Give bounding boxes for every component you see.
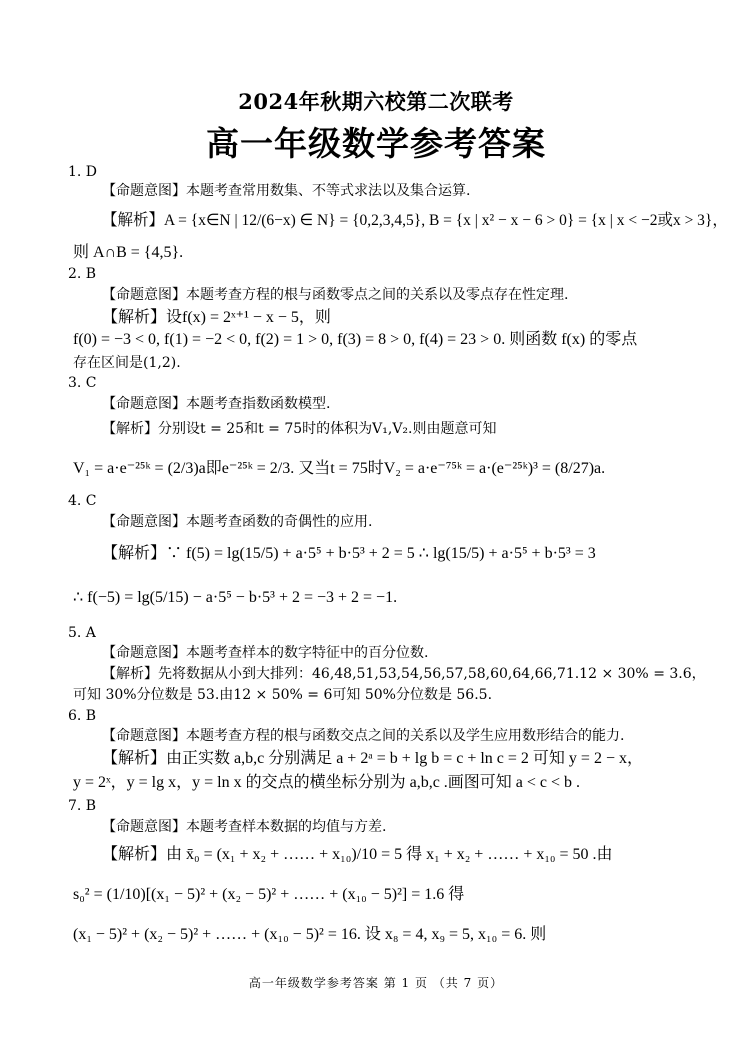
intent-line: 【命题意图】本题考查样本的数字特征中的百分位数. <box>102 645 429 661</box>
solution-line: y = 2ˣ，y = lg x，y = ln x 的交点的横坐标分别为 a,b,c .画图可知 a < c < b . <box>73 774 581 791</box>
intent-line: 【命题意图】本题考查方程的根与函数交点之间的关系以及学生应用数形结合的能力. <box>102 728 625 744</box>
intent-line: 【命题意图】本题考查方程的根与函数零点之间的关系以及零点存在性定理. <box>102 287 569 303</box>
solution-line: (x₁ − 5)² + (x₂ − 5)² + …… + (x₁₀ − 5)² = 16. 设 x₈ = 4, x₉ = 5, x₁₀ = 6. 则 <box>73 926 547 943</box>
solution-line: 【解析】先将数据从小到大排列：46,48,51,53,54,56,57,58,60,64,66,71.12 × 30% = 3.6， <box>102 666 706 682</box>
solution-line: 存在区间是(1,2). <box>73 355 181 371</box>
intent-line: 【命题意图】本题考查常用数集、不等式求法以及集合运算. <box>102 183 471 199</box>
exam-title: 2024年秋期六校第二次联考 <box>238 89 514 114</box>
solution-line: ∴ f(−5) = lg(5/15) − a·5⁵ − b·5³ + 2 = −3 + 2 = −1. <box>73 589 398 606</box>
solution-line: 【解析】由正实数 a,b,c 分别满足 a + 2ᵃ = b + lg b = c + ln c = 2 可知 y = 2 − x， <box>102 750 643 767</box>
intent-line: 【命题意图】本题考查指数函数模型. <box>102 396 331 412</box>
answer-key-title: 高一年级数学参考答案 <box>206 124 546 163</box>
solution-line: s₀² = (1/10)[(x₁ − 5)² + (x₂ − 5)² + …… + (x₁₀ − 5)²] = 1.6 得 <box>73 886 465 903</box>
answer-number: 5. A <box>68 625 96 641</box>
answer-number: 7. B <box>68 798 97 814</box>
solution-line: 【解析】分别设t = 25和t = 75时的体积为V₁,V₂.则由题意可知 <box>102 421 497 437</box>
solution-line: f(0) = −3 < 0, f(1) = −2 < 0, f(2) = 1 > 0, f(3) = 8 > 0, f(4) = 23 > 0. 则函数 f(x) 的零点 <box>73 331 638 348</box>
solution-line: 【解析】∵ f(5) = lg(15/5) + a·5⁵ + b·5³ + 2 = 5 ∴ lg(15/5) + a·5⁵ + b·5³ = 3 <box>102 545 596 562</box>
answer-number: 4. C <box>68 493 97 509</box>
solution-line: V₁ = a·e⁻²⁵ᵏ = (2/3)a即e⁻²⁵ᵏ = 2/3. 又当t = 75时V₂ = a·e⁻⁷⁵ᵏ = a·(e⁻²⁵ᵏ)³ = (8/27)a. <box>73 460 606 477</box>
solution-line: 【解析】由 x̄₀ = (x₁ + x₂ + …… + x₁₀)/10 = 5 得 x₁ + x₂ + …… + x₁₀ = 50 .由 <box>102 846 613 863</box>
page-footer: 高一年级数学参考答案 第 1 页 （共 7 页） <box>248 976 504 990</box>
answer-number: 3. C <box>68 375 97 391</box>
answer-number: 6. B <box>68 708 97 724</box>
solution-line: 【解析】设f(x) = 2ˣ⁺¹ − x − 5，则 <box>102 309 331 326</box>
intent-line: 【命题意图】本题考查样本数据的均值与方差. <box>102 819 387 835</box>
answer-number: 2. B <box>68 266 97 282</box>
solution-line: 可知 30%分位数是 53.由12 × 50% = 6可知 50%分位数是 56.5. <box>73 687 493 703</box>
answer-number: 1. D <box>68 164 98 180</box>
solution-line: 【解析】A = {x∈N | 12/(6−x) ∈ N} = {0,2,3,4,5}, B = {x | x² − x − 6 > 0} = {x | x < −2或x > 3}， <box>102 212 728 229</box>
solution-line: 则 A∩B = {4,5}. <box>73 244 184 261</box>
intent-line: 【命题意图】本题考查函数的奇偶性的应用. <box>102 514 373 530</box>
